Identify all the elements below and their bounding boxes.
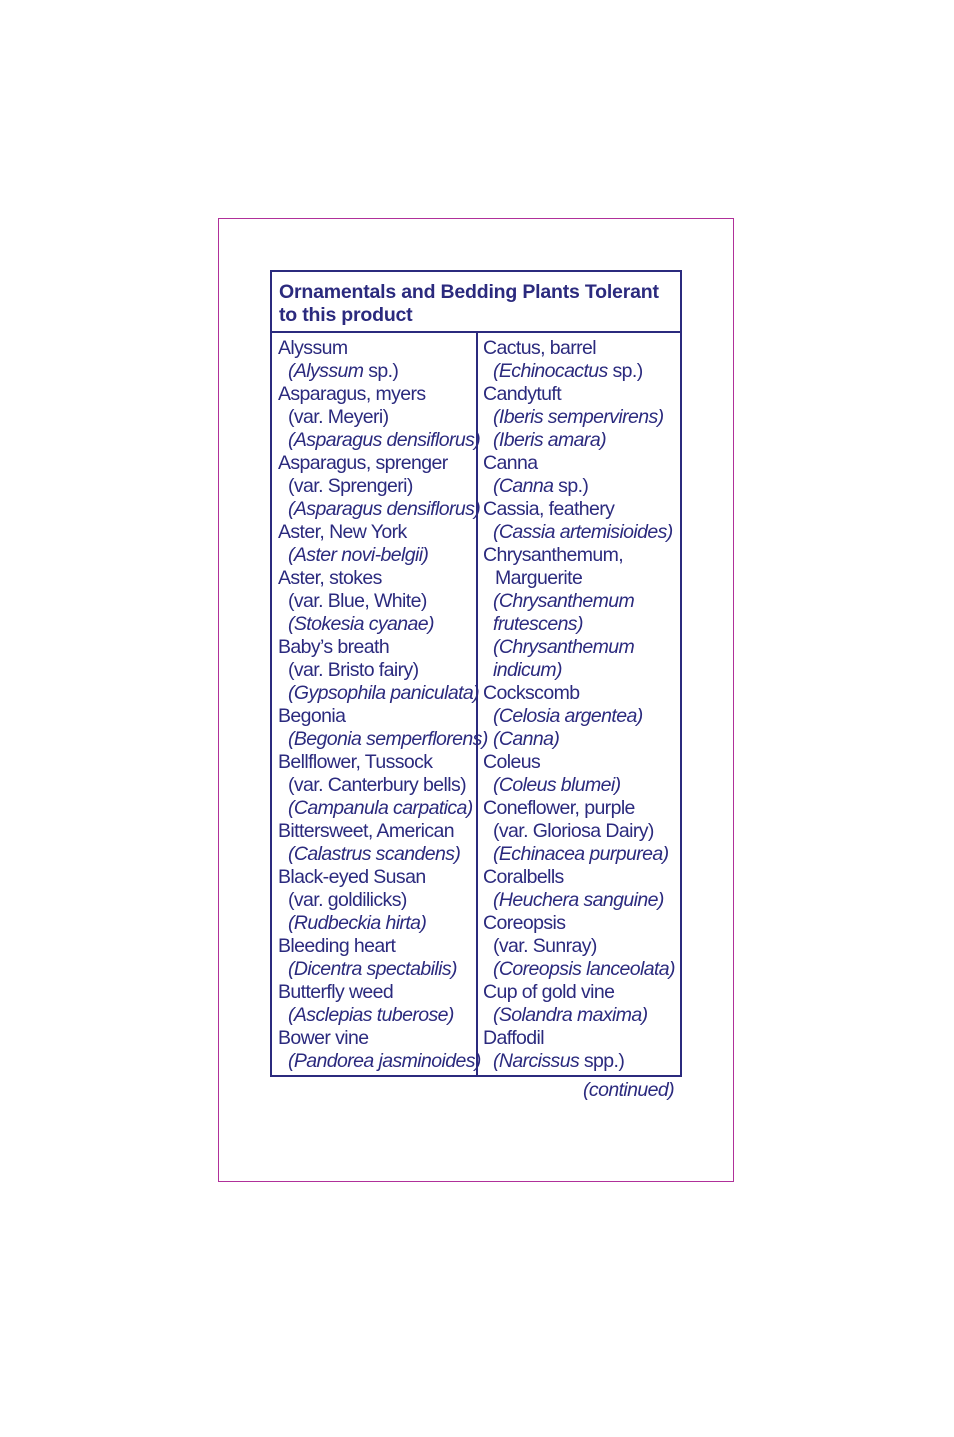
scientific-name xyxy=(483,360,678,383)
scientific-name: (Echinacea purpurea) xyxy=(493,843,669,865)
scientific-name: (Pandorea jasminoides) xyxy=(288,1050,481,1072)
genus-name: (Echinocactus xyxy=(493,360,608,382)
plant-name: Coneflower, purple xyxy=(483,797,635,819)
plant-name: Black-eyed Susan xyxy=(278,866,426,888)
plant-name: Cassia, feathery xyxy=(483,498,615,520)
scientific-name: (Asparagus densiflorus) xyxy=(288,429,481,451)
plant-name: Alyssum xyxy=(278,337,348,359)
scientific-name: (Iberis sempervirens) xyxy=(493,406,664,428)
plant-name: Daffodil xyxy=(483,1027,544,1049)
scientific-name: (Iberis amara) xyxy=(493,429,606,451)
plant-variety: (var. goldilicks) xyxy=(288,889,407,911)
plant-name: Butterfly weed xyxy=(278,981,394,1003)
scientific-name: (Campanula carpatica) xyxy=(288,797,473,819)
table-title xyxy=(272,272,680,333)
species-abbrev: sp.) xyxy=(363,360,399,382)
table-title-line-2: to this product xyxy=(279,304,413,326)
genus-name: (Canna xyxy=(493,475,554,497)
scientific-name: (Asparagus densiflorus) xyxy=(288,498,481,520)
plant-name-continued: Marguerite xyxy=(495,567,583,589)
plant-name: Coralbells xyxy=(483,866,564,888)
scientific-name: indicum) xyxy=(493,659,562,681)
plant-variety: (var. Canterbury bells) xyxy=(288,774,467,796)
scientific-name: (Celosia argentea) xyxy=(493,705,643,727)
scientific-name: (Heuchera sanguine) xyxy=(493,889,664,911)
plant-variety: (var. Sprengeri) xyxy=(288,475,413,497)
plant-name: Canna xyxy=(483,452,538,474)
scientific-name: (Rudbeckia hirta) xyxy=(288,912,427,934)
plant-variety: (var. Gloriosa Dairy) xyxy=(493,820,654,842)
scientific-name: (Cassia artemisioides) xyxy=(493,521,673,543)
plant-name: Asparagus, myers xyxy=(278,383,426,405)
plant-variety: (var. Meyeri) xyxy=(288,406,389,428)
plant-name: Aster, New York xyxy=(278,521,407,543)
plant-name: Candytuft xyxy=(483,383,562,405)
scientific-name: (Aster novi-belgii) xyxy=(288,544,429,566)
scientific-name xyxy=(483,475,678,498)
plant-name: Cactus, barrel xyxy=(483,337,596,359)
right-column xyxy=(483,337,678,1073)
plant-name: Baby’s breath xyxy=(278,636,390,658)
plant-name: Cockscomb xyxy=(483,682,580,704)
table-body xyxy=(272,333,680,1075)
plant-name: Chrysanthemum, xyxy=(483,544,624,566)
plant-name: Begonia xyxy=(278,705,346,727)
species-abbrev: spp.) xyxy=(579,1050,625,1072)
scientific-name xyxy=(278,360,474,383)
plants-table xyxy=(270,270,682,1077)
scientific-name: (Chrysanthemum xyxy=(493,590,635,612)
plant-variety: (var. Sunray) xyxy=(493,935,597,957)
scientific-name: (Gypsophila paniculata) xyxy=(288,682,480,704)
table-title-line-1: Ornamentals and Bedding Plants Tolerant xyxy=(279,281,659,303)
scientific-name xyxy=(483,1050,678,1073)
scientific-name: (Coreopsis lanceolata) xyxy=(493,958,675,980)
scientific-name: (Calastrus scandens) xyxy=(288,843,461,865)
plant-name: Cup of gold vine xyxy=(483,981,615,1003)
plant-name: Coreopsis xyxy=(483,912,566,934)
genus-name: (Alyssum xyxy=(288,360,364,382)
scientific-name: (Chrysanthemum xyxy=(493,636,635,658)
genus-name: (Narcissus xyxy=(493,1050,580,1072)
species-abbrev: sp.) xyxy=(553,475,589,497)
left-column xyxy=(278,337,488,1073)
scientific-name: (Coleus blumei) xyxy=(493,774,621,796)
plant-name: Bower vine xyxy=(278,1027,369,1049)
scientific-name: (Asclepias tuberose) xyxy=(288,1004,454,1026)
plant-name: Bleeding heart xyxy=(278,935,396,957)
scientific-name: frutescens) xyxy=(493,613,583,635)
plant-name: Aster, stokes xyxy=(278,567,382,589)
scientific-name: (Solandra maxima) xyxy=(493,1004,648,1026)
species-abbrev: sp.) xyxy=(607,360,643,382)
scientific-name: (Dicentra spectabilis) xyxy=(288,958,457,980)
scientific-name: (Begonia semperflorens) xyxy=(288,728,488,750)
scientific-name: (Canna) xyxy=(493,728,560,750)
scientific-name: (Stokesia cyanae) xyxy=(288,613,434,635)
continued-note: (continued) xyxy=(583,1079,674,1101)
plant-name: Coleus xyxy=(483,751,541,773)
plant-variety: (var. Blue, White) xyxy=(288,590,427,612)
plant-name: Bittersweet, American xyxy=(278,820,454,842)
plant-variety: (var. Bristo fairy) xyxy=(288,659,419,681)
plant-name: Asparagus, sprenger xyxy=(278,452,448,474)
plant-name: Bellflower, Tussock xyxy=(278,751,433,773)
